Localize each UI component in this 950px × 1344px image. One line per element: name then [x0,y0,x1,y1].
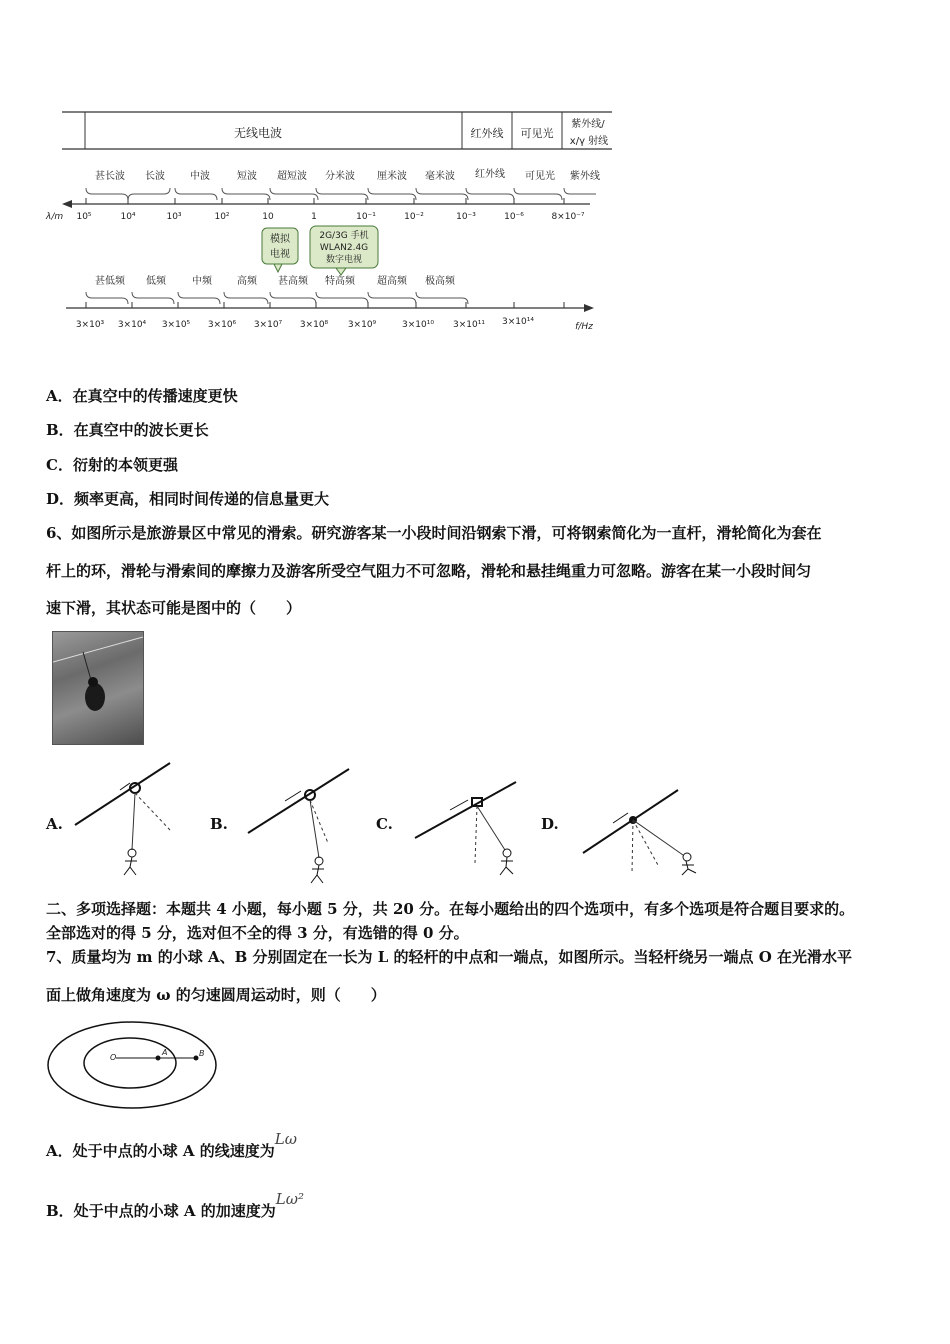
callout-text: 数字电视 [325,255,363,265]
person-head [128,849,136,857]
cable [248,769,349,833]
tick-label: 10⁻⁶ [504,212,524,222]
rope [310,800,319,858]
q7-option-b-formula: Lω² [275,1190,304,1208]
q7-option-a-text: A．处于中点的小球 A 的线速度为 [46,1142,275,1160]
photo-cable [53,637,143,662]
freq-name: 甚低频 [95,276,125,287]
wave-name: 中波 [190,171,210,182]
dashed-line [632,820,633,873]
tick-label: 10⁵ [76,212,92,222]
q6-text-line3: 速下滑，其状态可能是图中的（ ） [46,599,302,617]
ball-b [194,1056,199,1061]
q5-option-b: B．在真空中的波长更长 [46,421,209,439]
section2-heading-line1: 二、多项选择题：本题共 4 小题，每小题 5 分，共 20 分。在每小题给出的四个选项中，有多个选项是符合题目要求的。 [46,900,855,918]
tick-label: 10 [262,212,274,222]
tick-label: 10⁻² [404,212,424,222]
q7-option-a-formula: Lω [274,1130,297,1148]
circular-motion-diagram [44,1018,224,1112]
callout-text: 电视 [270,249,290,260]
band-radio: 无线电波 [233,126,283,140]
wave-name: 红外线 [475,169,505,180]
callout-phone [310,226,378,275]
dashed-line [475,806,477,863]
q7-option-b [46,1190,304,1221]
wave-name: 短波 [237,171,257,182]
spectrum-diagram [0,100,650,340]
tick-label: 3×10¹⁰ [402,320,434,330]
tick-label: 3×10³ [75,320,105,330]
q7-option-a [46,1130,297,1161]
tick-label: 10² [214,212,230,222]
freq-name: 高频 [237,276,257,287]
lambda-ticks [76,198,584,222]
wave-name: 长波 [145,171,165,182]
photo-head [88,677,98,687]
wave-name: 甚长波 [95,171,125,182]
tick-label: 3×10⁴ [117,320,147,330]
tick-label: 3×10⁷ [253,320,283,330]
dashed-line [633,820,658,865]
person-head [503,849,511,857]
wave-name: 紫外线 [570,171,600,182]
callout-text: 模拟 [270,234,290,245]
tick-label: 3×10⁵ [161,320,191,330]
wave-name: 毫米波 [425,171,455,182]
zipline-diagram-a [70,755,180,880]
band-xray: x/γ 射线 [569,136,609,147]
wave-name: 超短波 [277,171,307,182]
cable [415,782,516,838]
lambda-arrow [62,200,72,208]
label-o: O [110,1053,117,1062]
person-body [311,865,324,883]
tick-label: 3×10¹⁴ [502,317,534,327]
callout-tv [262,228,298,272]
q5-option-d: D．频率更高，相同时间传递的信息量更大 [46,490,330,508]
wave-name-row [95,167,600,182]
tick-label: 3×10⁶ [207,320,237,330]
cable [75,763,170,825]
q6-label-a: A. [46,815,63,833]
ball-a [156,1056,161,1061]
q7-text-line2: 面上做角速度为 ω 的匀速圆周运动时，则（ ） [46,986,386,1004]
brace [175,188,596,200]
inner-orbit [84,1038,176,1088]
band-infrared: 红外线 [470,127,504,140]
tick-label: 10³ [166,212,182,222]
freq-name: 中频 [192,276,212,287]
wave-name: 厘米波 [377,171,407,182]
band-uv: 紫外线/ [571,119,605,130]
q6-text-line1: 6、如图所示是旅游景区中常见的滑索。研究游客某一小段时间沿钢索下滑，可将钢索简化为一直杆，滑轮简化为套在 [46,524,822,542]
freq-name: 低频 [146,276,166,287]
wave-name: 可见光 [525,171,555,182]
freq-name-row [95,274,456,287]
tick-label: 3×10¹¹ [453,320,485,330]
section2-heading-line2: 全部选对的得 5 分，选对但不全的得 3 分，有选错的得 0 分。 [46,924,469,942]
tick-label: 3×10⁸ [299,320,329,330]
person-body [500,857,513,875]
outer-orbit [48,1022,216,1108]
dashed-line [310,800,328,843]
band-visible: 可见光 [520,127,554,140]
motion-arrow [285,791,301,801]
tick-label: 10⁻¹ [356,212,376,222]
person-head [315,857,323,865]
tick-label: 8×10⁻⁷ [551,212,585,222]
motion-arrow [450,800,468,810]
tick-label: 1 [311,212,317,222]
q5-option-a: A．在真空中的传播速度更快 [46,387,238,405]
q6-label-c: C. [376,815,393,833]
callout-text: WLAN2.4G [319,243,369,253]
tick-label: 10⁴ [120,212,136,222]
brace [86,292,468,304]
wave-name: 分米波 [325,171,355,182]
person-body [124,857,137,875]
freq-name: 甚高频 [278,276,308,287]
callout-text: 2G/3G 手机 [319,231,369,241]
motion-arrow [613,813,628,823]
freq-ticks [76,302,593,332]
freq-arrow [584,304,594,312]
zipline-photo [52,631,144,745]
q7-text-line1: 7、质量均为 m 的小球 A、B 分别固定在一长为 L 的轻杆的中点和一端点，如图所示。当轻杆绕另一端点 O 在光滑水平 [46,948,853,966]
zipline-diagram-d [578,785,708,880]
label-a: A [162,1048,168,1057]
freq-name: 极高频 [425,276,455,287]
rope [132,793,135,850]
photo-person [85,683,105,711]
rope [477,806,505,850]
rope [633,820,683,855]
q6-label-b: B. [210,815,228,833]
q6-text-line2: 杆上的环，滑轮与滑索间的摩擦力及游客所受空气阻力不可忽略，滑轮和悬挂绳重力可忽略。游客在某一小段时间匀 [46,562,812,580]
q5-option-c: C．衍射的本领更强 [46,456,178,474]
callout-pointer [336,268,346,275]
callout-pointer [274,264,282,272]
freq-label: f/Hz [575,322,593,332]
zipline-photo-sketch [53,632,143,744]
lambda-label: λ/m [46,212,64,222]
tick-label: 3×10⁹ [347,320,377,330]
tick-label: 10⁻³ [456,212,476,222]
zipline-diagram-b [243,763,353,888]
q7-option-b-text: B．处于中点的小球 A 的加速度为 [46,1202,276,1220]
dashed-line [135,793,170,830]
q6-label-d: D. [541,815,559,833]
label-b: B [199,1049,205,1058]
freq-name: 特高频 [325,276,355,287]
freq-name: 超高频 [377,276,407,287]
person-head [683,853,691,861]
person-body [682,861,696,875]
zipline-diagram-c [410,778,520,883]
